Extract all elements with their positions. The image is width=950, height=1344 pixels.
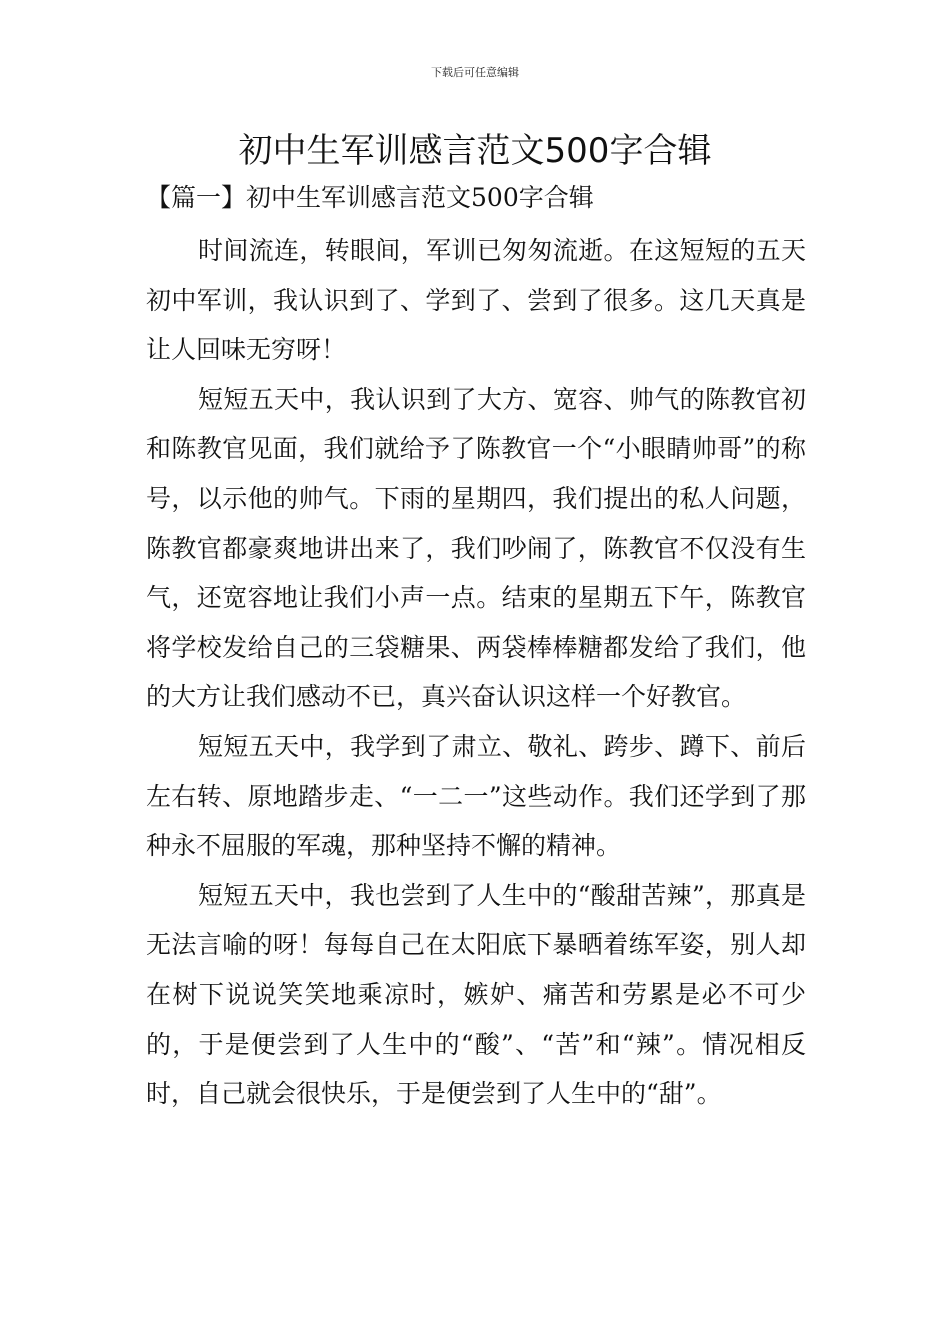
paragraph: 短短五天中，我也尝到了人生中的“酸甜苦辣”，那真是无法言喻的呀！每每自己在太阳底下暴晒着练军姿，别人却在树下说说笑笑地乘凉时，嫉妒、痛苦和劳累是必不可少的，于是便尝到了人生中的“酸”、“苦”和“辣”。情况相反时，自己就会很快乐，于是便尝到了人生中的“甜”。 — [146, 880, 806, 1109]
document-body — [146, 226, 806, 1119]
paragraph: 短短五天中，我学到了肃立、敬礼、跨步、蹲下、前后左右转、原地踏步走、“一二一”这些动作。我们还学到了那种永不屈服的军魂，那种坚持不懈的精神。 — [146, 731, 806, 861]
document-title: 初中生军训感言范文500字合辑 — [238, 131, 712, 171]
paragraph: 短短五天中，我认识到了大方、宽容、帅气的陈教官初和陈教官见面，我们就给予了陈教官一个“小眼睛帅哥”的称号，以示他的帅气。下雨的星期四，我们提出的私人问题，陈教官都豪爽地讲出来了，我们吵闹了，陈教官不仅没有生气，还宽容地让我们小声一点。结束的星期五下午，陈教官将学校发给自己的三袋糖果、两袋棒棒糖都发给了我们，他的大方让我们感动不已，真兴奋认识这样一个好教官。 — [146, 384, 806, 712]
paragraph: 时间流连，转眼间，军训已匆匆流逝。在这短短的五天初中军训，我认识到了、学到了、尝到了很多。这几天真是让人回味无穷呀！ — [146, 236, 806, 365]
section-heading: 【篇一】初中生军训感言范文500字合辑 — [146, 183, 594, 212]
header-note: 下载后可任意编辑 — [431, 66, 519, 79]
